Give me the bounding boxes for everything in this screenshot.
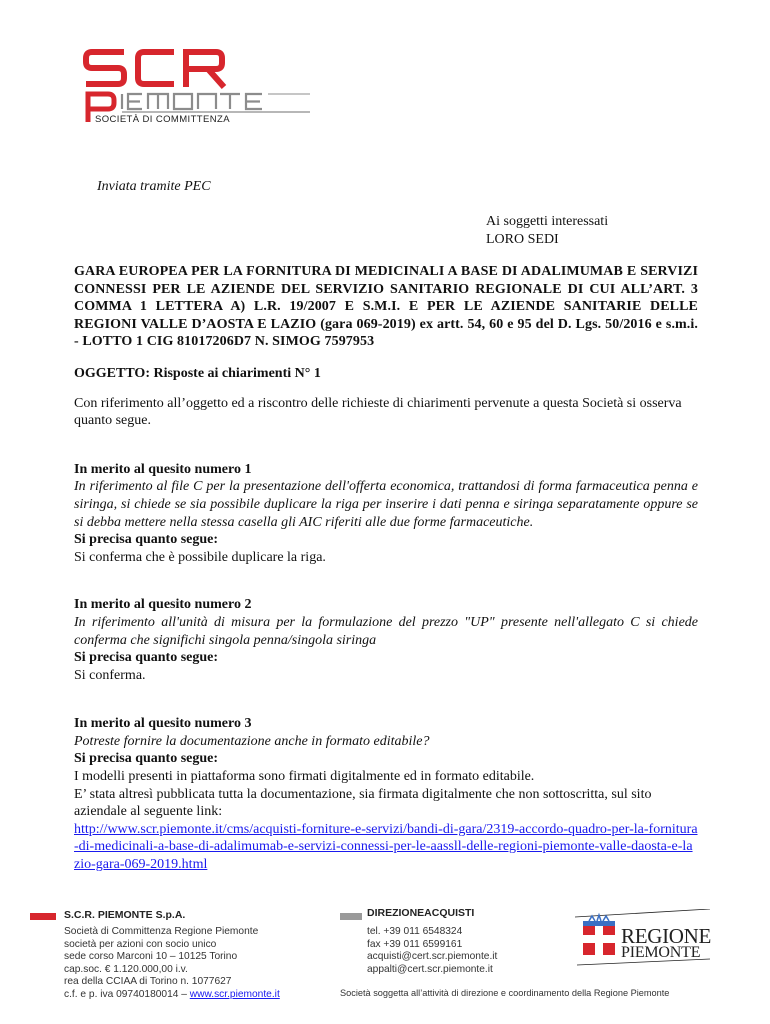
- intro-paragraph: Con riferimento all’oggetto ed a riscontro delle richieste di chiarimenti pervenute a questa Società si osserva quanto segue.: [74, 395, 682, 429]
- footer-company-info: [64, 926, 280, 1002]
- quesito-answer-line-2: E’ stata altresì pubblicata tutta la documentazione, sia firmata digitalmente che non sottoscritta, sul sito aziendale al seguente link:: [74, 786, 652, 820]
- quesito-title: In merito al quesito numero 3: [74, 716, 252, 732]
- answer-label: Si precisa quanto segue:: [74, 751, 219, 767]
- company-tax-line: [64, 989, 280, 1002]
- regione-text: REGIONE: [621, 924, 712, 948]
- subject-line: OGGETTO: Risposte ai chiarimenti N° 1: [74, 365, 321, 381]
- quesito-answer: Si conferma che è possibile duplicare la riga.: [74, 549, 326, 565]
- direzione-email-appalti[interactable]: appalti@cert.scr.piemonte.it: [367, 963, 493, 975]
- quesito-question: Potreste fornire la documentazione anche in formato editabile?: [74, 733, 430, 749]
- quesito-2: [74, 596, 698, 684]
- quesito-question: In riferimento al file C per la presentazione dell'offerta economica, trattandosi di forma farmaceutica penna e siringa, si chiede se sia possibile duplicare la riga per inserire i dati penna e siringa separatamente oppure se si debba mettere nella stessa casella gli AIC riferiti alle due forme farmaceutiche.: [74, 479, 698, 530]
- quesito-3: [74, 715, 698, 873]
- quesito-answer-line-1: I modelli presenti in piattaforma sono firmati digitalmente ed in formato editabile.: [74, 769, 535, 785]
- footer-direzione-info: [367, 926, 497, 976]
- footer-company-title: S.C.R. PIEMONTE S.p.A.: [64, 909, 186, 921]
- quesito-title: In merito al quesito numero 2: [74, 597, 252, 613]
- footer-gray-bar: [340, 913, 362, 920]
- quesito-answer: Si conferma.: [74, 667, 146, 683]
- answer-label: Si precisa quanto segue:: [74, 650, 219, 666]
- documentation-link[interactable]: http://www.scr.piemonte.it/cms/acquisti-forniture-e-servizi/bandi-di-gara/2319-accordo-quadro-per-la-fornitura-di-medicinali-a-base-di-adalimumab-e-servizi-connessi-per-le-aassll-delle-regioni-piemonte-valle-daosta-e-lazio-gara-069-2019.html: [74, 821, 698, 873]
- direzione-email-acquisti[interactable]: acquisti@cert.scr.piemonte.it: [367, 951, 498, 963]
- quesito-question: In riferimento all'unità di misura per la formulazione del prezzo "UP" presente nell'allegato C si chiede conferma che significhi singola penna/singola siringa: [74, 614, 698, 648]
- address-line-1: Ai soggetti interessati: [486, 214, 609, 229]
- website-link[interactable]: www.scr.piemonte.it: [189, 988, 280, 1000]
- company-line: società per azioni con socio unico: [64, 938, 217, 950]
- piemonte-text: PIEMONTE: [621, 944, 701, 961]
- company-line: Società di Committenza Regione Piemonte: [64, 926, 259, 937]
- answer-label: Si precisa quanto segue:: [74, 532, 219, 548]
- address-line-2: LORO SEDI: [486, 232, 559, 247]
- recipient-address: [486, 213, 608, 249]
- quesito-title: In merito al quesito numero 1: [74, 461, 252, 477]
- footer-note: Società soggetta all’attività di direzione e coordinamento della Regione Piemonte: [340, 988, 670, 998]
- footer: [0, 905, 770, 1024]
- footer-red-bar: [30, 913, 56, 920]
- tender-title: GARA EUROPEA PER LA FORNITURA DI MEDICINALI A BASE DI ADALIMUMAB E SERVIZI CONNESSI PER LE AZIENDE DEL SERVIZIO SANITARIO REGIONALE DI CUI ALL’ART. 3 COMMA 1 LETTERA A) L.R. 19/2007 E S.M.I. E PER LE AZIENDE SANITARIE DELLE REGIONI VALLE D’AOSTA E LAZIO (gara 069-2019) ex artt. 54, 60 e 95 del D. Lgs. 50/2016 e s.m.i. - LOTTO 1 CIG 81017206D7 N. SIMOG 7597953: [74, 264, 698, 350]
- company-line: cap.soc. € 1.120.000,00 i.v.: [64, 963, 188, 975]
- quesito-1: [74, 461, 698, 567]
- pec-note: Inviata tramite PEC: [97, 179, 211, 194]
- tax-text: c.f. e p. iva 09740180014 –: [64, 988, 190, 1000]
- direzione-tel: tel. +39 011 6548324: [367, 926, 463, 937]
- company-line: sede corso Marconi 10 – 10125 Torino: [64, 951, 238, 963]
- direzione-fax: fax +39 011 6599161: [367, 938, 463, 950]
- logo-subtitle: SOCIETÀ DI COMMITTENZA: [95, 114, 230, 125]
- letter-body: [74, 263, 698, 874]
- company-line: rea della CCIAA di Torino n. 1077627: [64, 976, 232, 988]
- footer-direzione-title: DIREZIONEACQUISTI: [367, 907, 475, 919]
